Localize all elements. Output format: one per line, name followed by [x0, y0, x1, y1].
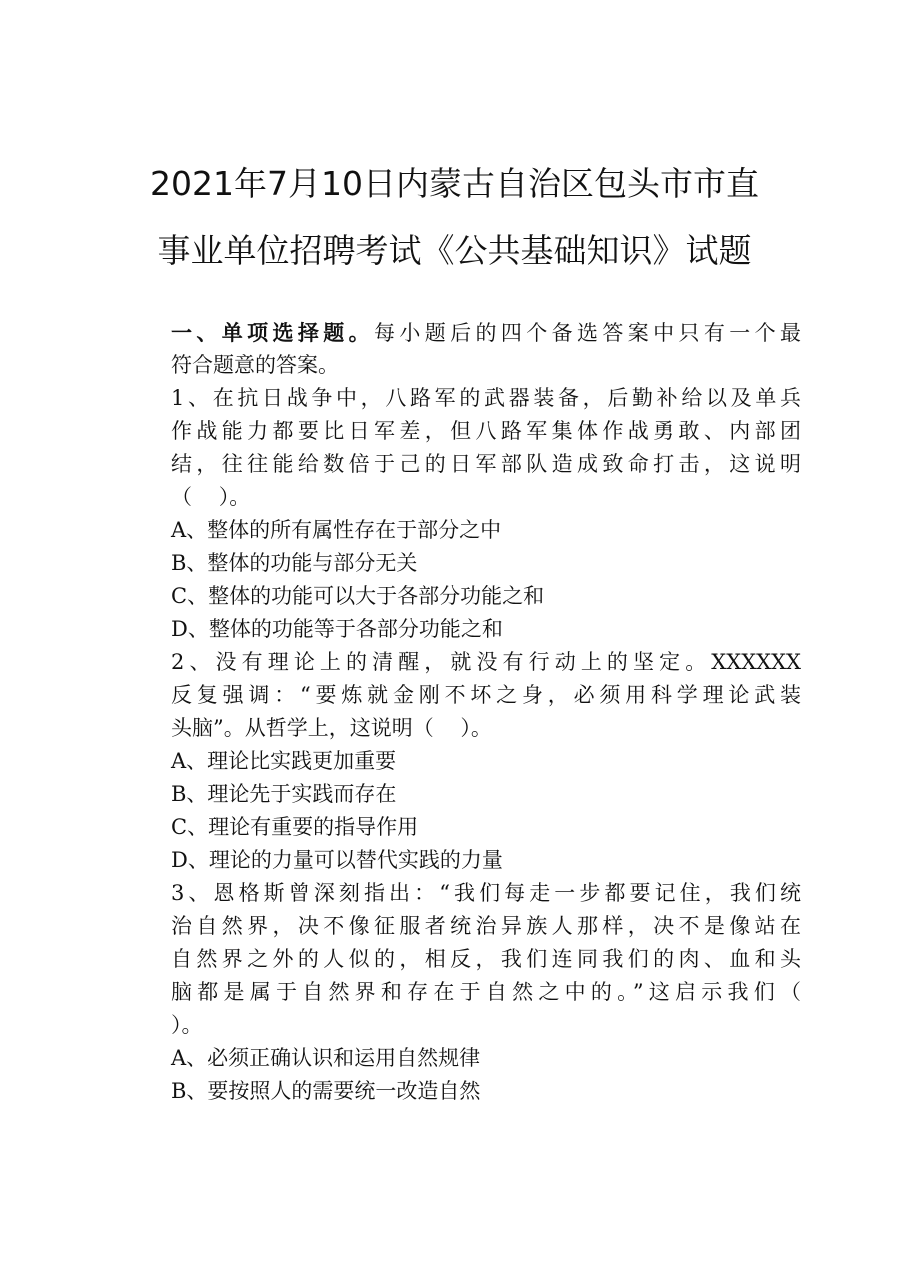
- question-1-option-d: D、整体的功能等于各部分功能之和: [171, 617, 503, 641]
- question-3-line-2: 治自然界，决不像征服者统治异族人那样，决不是像站在: [171, 914, 801, 938]
- question-2-line-2: 反复强调：“要炼就金刚不坏之身，必须用科学理论武装: [171, 683, 801, 707]
- question-1-line-4: （ ）。: [171, 485, 251, 509]
- section-intro-text: 每小题后的四个备选答案中只有一个最: [374, 321, 801, 345]
- document-title-line-2: 事业单位招聘考试《公共基础知识》试题: [157, 231, 752, 270]
- section-intro-line-2: 符合题意的答案。: [171, 353, 339, 377]
- question-3-line-3: 自然界之外的人似的，相反，我们连同我们的肉、血和头: [171, 947, 801, 971]
- question-2-line-3: 头脑”。从哲学上，这说明（ ）。: [171, 716, 492, 740]
- question-1-option-b: B、整体的功能与部分无关: [171, 551, 418, 575]
- question-3-line-5: ）。: [171, 1013, 203, 1037]
- section-heading-line: [171, 316, 801, 349]
- question-2-line-1: 2、没有理论上的清醒，就没有行动上的坚定。XXXXXX: [171, 650, 801, 674]
- question-3-option-a: A、必须正确认识和运用自然规律: [171, 1046, 481, 1070]
- section-heading: 一、单项选择题。: [171, 320, 374, 345]
- question-1-line-3: 结，往往能给数倍于己的日军部队造成致命打击，这说明: [171, 452, 801, 476]
- question-2-option-a: A、理论比实践更加重要: [171, 749, 397, 773]
- document-title-line-1: 2021年7月10日内蒙古自治区包头市市直: [150, 164, 759, 203]
- question-3-line-1: 3、恩格斯曾深刻指出：“我们每走一步都要记住，我们统: [171, 881, 801, 905]
- question-1-option-a: A、整体的所有属性存在于部分之中: [171, 518, 502, 542]
- question-1-line-2: 作战能力都要比日军差，但八路军集体作战勇敢、内部团: [171, 419, 801, 443]
- document-body: [171, 316, 801, 1108]
- question-3-line-4: 脑都是属于自然界和存在于自然之中的。”这启示我们（: [171, 980, 801, 1004]
- question-2-option-c: C、理论有重要的指导作用: [171, 815, 419, 839]
- question-1-option-c: C、整体的功能可以大于各部分功能之和: [171, 584, 545, 608]
- question-2-option-b: B、理论先于实践而存在: [171, 782, 397, 806]
- question-3-option-b: B、要按照人的需要统一改造自然: [171, 1079, 481, 1103]
- question-1-line-1: 1、在抗日战争中，八路军的武器装备，后勤补给以及单兵: [171, 386, 801, 410]
- question-2-option-d: D、理论的力量可以替代实践的力量: [171, 848, 503, 872]
